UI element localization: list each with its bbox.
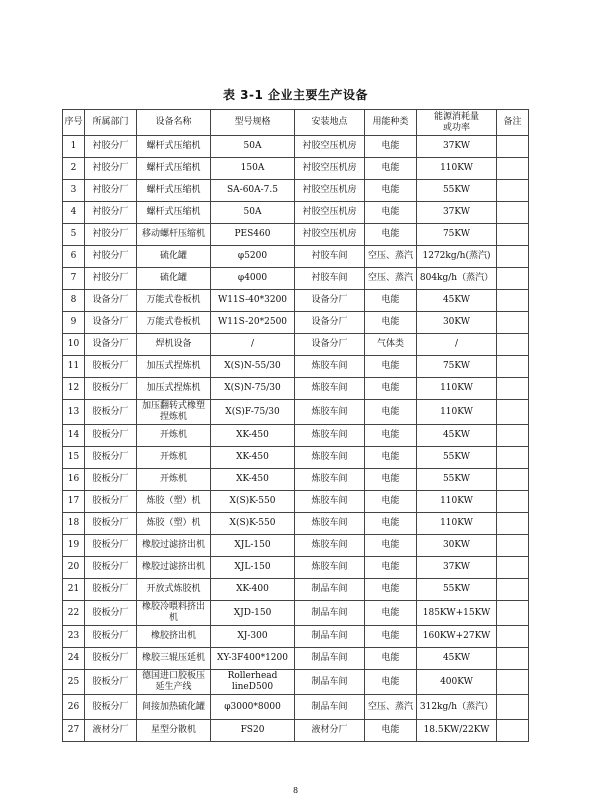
table-cell: 17 xyxy=(63,491,85,513)
table-cell: W11S-20*2500 xyxy=(211,312,295,334)
table-row xyxy=(63,491,529,513)
table-cell: 37KW xyxy=(417,136,497,158)
table-cell: 75KW xyxy=(417,224,497,246)
table-cell: 设备分厂 xyxy=(295,312,365,334)
table-row xyxy=(63,626,529,648)
table-cell: 14 xyxy=(63,425,85,447)
table-cell: 制品车间 xyxy=(295,695,365,720)
table-cell: 制品车间 xyxy=(295,579,365,601)
table-cell: 胶板分厂 xyxy=(85,648,137,670)
table-cell: 衬胶空压机房 xyxy=(295,136,365,158)
table-cell: 24 xyxy=(63,648,85,670)
table-cell: 21 xyxy=(63,579,85,601)
table-cell xyxy=(497,670,529,695)
table-cell: 110KW xyxy=(417,400,497,425)
table-row xyxy=(63,158,529,180)
table-cell: XJL-150 xyxy=(211,535,295,557)
table-cell: 炼胶车间 xyxy=(295,469,365,491)
table-cell: 制品车间 xyxy=(295,648,365,670)
table-row xyxy=(63,202,529,224)
table-cell: 衬胶分厂 xyxy=(85,224,137,246)
table-cell: 312kg/h（蒸汽） xyxy=(417,695,497,720)
table-cell xyxy=(497,557,529,579)
table-row xyxy=(63,670,529,695)
table-cell: 德国进口胶板压延生产线 xyxy=(137,670,211,695)
table-cell xyxy=(497,356,529,378)
table-cell: 橡胶过滤挤出机 xyxy=(137,557,211,579)
table-cell: 电能 xyxy=(365,670,417,695)
table-cell: X(S)K-550 xyxy=(211,491,295,513)
table-row xyxy=(63,400,529,425)
table-cell: 空压、蒸汽 xyxy=(365,695,417,720)
table-cell: 110KW xyxy=(417,513,497,535)
table-cell: 螺杆式压缩机 xyxy=(137,202,211,224)
table-cell: 1 xyxy=(63,136,85,158)
table-cell: φ3000*8000 xyxy=(211,695,295,720)
table-cell: XJL-150 xyxy=(211,557,295,579)
table-cell: 胶板分厂 xyxy=(85,425,137,447)
table-cell: 12 xyxy=(63,378,85,400)
table-cell xyxy=(497,268,529,290)
table-cell: 55KW xyxy=(417,469,497,491)
table-cell: 电能 xyxy=(365,290,417,312)
table-cell: 炼胶车间 xyxy=(295,491,365,513)
table-cell: 7 xyxy=(63,268,85,290)
table-cell xyxy=(497,626,529,648)
table-cell: 电能 xyxy=(365,513,417,535)
table-cell: 电能 xyxy=(365,312,417,334)
table-cell: 23 xyxy=(63,626,85,648)
table-cell: 衬胶分厂 xyxy=(85,180,137,202)
table-cell: 胶板分厂 xyxy=(85,469,137,491)
table-cell: 设备分厂 xyxy=(85,312,137,334)
table-cell: XK-450 xyxy=(211,425,295,447)
table-cell: 电能 xyxy=(365,202,417,224)
table-cell: 炼胶车间 xyxy=(295,378,365,400)
table-cell: 橡胶挤出机 xyxy=(137,626,211,648)
table-cell xyxy=(497,648,529,670)
table-cell: 电能 xyxy=(365,425,417,447)
table-cell: 万能式卷板机 xyxy=(137,290,211,312)
table-cell: 衬胶空压机房 xyxy=(295,158,365,180)
table-cell: / xyxy=(211,334,295,356)
table-cell: 电能 xyxy=(365,356,417,378)
table-cell: 胶板分厂 xyxy=(85,601,137,626)
table-cell: 液材分厂 xyxy=(85,720,137,742)
table-cell: 110KW xyxy=(417,491,497,513)
table-cell: XK-450 xyxy=(211,469,295,491)
table-cell: / xyxy=(417,334,497,356)
table-cell: 气体类 xyxy=(365,334,417,356)
table-cell: 炼胶车间 xyxy=(295,513,365,535)
header-cell: 备注 xyxy=(497,110,529,136)
table-row xyxy=(63,447,529,469)
table-cell: 衬胶分厂 xyxy=(85,136,137,158)
table-cell: 185KW+15KW xyxy=(417,601,497,626)
table-cell: 电能 xyxy=(365,648,417,670)
table-cell: 胶板分厂 xyxy=(85,513,137,535)
table-row xyxy=(63,290,529,312)
table-cell xyxy=(497,400,529,425)
table-cell: 衬胶空压机房 xyxy=(295,202,365,224)
table-cell: 22 xyxy=(63,601,85,626)
table-cell: φ5200 xyxy=(211,246,295,268)
table-cell: 衬胶分厂 xyxy=(85,202,137,224)
table-cell: 37KW xyxy=(417,557,497,579)
table-cell: 焊机设备 xyxy=(137,334,211,356)
table-cell: 电能 xyxy=(365,158,417,180)
table-cell: 25 xyxy=(63,670,85,695)
table-cell: 硫化罐 xyxy=(137,246,211,268)
table-row xyxy=(63,695,529,720)
table-cell: 橡胶冷喂料挤出机 xyxy=(137,601,211,626)
table-cell: 1272kg/h(蒸汽) xyxy=(417,246,497,268)
table-cell xyxy=(497,513,529,535)
table-cell: 电能 xyxy=(365,224,417,246)
table-row xyxy=(63,601,529,626)
table-row xyxy=(63,378,529,400)
table-row xyxy=(63,180,529,202)
table-cell: W11S-40*3200 xyxy=(211,290,295,312)
table-cell: 移动螺杆压缩机 xyxy=(137,224,211,246)
table-cell: 16 xyxy=(63,469,85,491)
table-cell: 设备分厂 xyxy=(85,334,137,356)
table-cell: X(S)N-55/30 xyxy=(211,356,295,378)
table-cell: 加压式捏炼机 xyxy=(137,356,211,378)
table-cell: 6 xyxy=(63,246,85,268)
table-cell: 螺杆式压缩机 xyxy=(137,180,211,202)
table-row xyxy=(63,557,529,579)
table-cell: 开炼机 xyxy=(137,425,211,447)
table-cell: 胶板分厂 xyxy=(85,356,137,378)
table-cell: 电能 xyxy=(365,400,417,425)
table-cell: 55KW xyxy=(417,447,497,469)
table-cell: 400KW xyxy=(417,670,497,695)
header-row xyxy=(63,110,529,136)
table-cell: 硫化罐 xyxy=(137,268,211,290)
table-cell: 胶板分厂 xyxy=(85,535,137,557)
table-cell: Rollerhead lineD500 xyxy=(211,670,295,695)
page-number: 8 xyxy=(292,786,299,795)
table-cell: 炼胶（塑）机 xyxy=(137,491,211,513)
table-cell: 电能 xyxy=(365,180,417,202)
table-cell: 胶板分厂 xyxy=(85,491,137,513)
table-cell: 衬胶车间 xyxy=(295,268,365,290)
table-cell: 衬胶空压机房 xyxy=(295,180,365,202)
table-cell: 炼胶（塑）机 xyxy=(137,513,211,535)
table-cell: 制品车间 xyxy=(295,601,365,626)
table-cell xyxy=(497,224,529,246)
table-cell: 55KW xyxy=(417,180,497,202)
table-cell: 衬胶空压机房 xyxy=(295,224,365,246)
table-cell: 空压、蒸汽 xyxy=(365,246,417,268)
table-cell: 110KW xyxy=(417,158,497,180)
table-cell: 胶板分厂 xyxy=(85,400,137,425)
table-cell: 75KW xyxy=(417,356,497,378)
table-cell xyxy=(497,720,529,742)
table-cell: 3 xyxy=(63,180,85,202)
table-cell: X(S)K-550 xyxy=(211,513,295,535)
table-cell: 30KW xyxy=(417,312,497,334)
table-cell: 电能 xyxy=(365,626,417,648)
table-cell xyxy=(497,425,529,447)
table-cell xyxy=(497,246,529,268)
table-row xyxy=(63,579,529,601)
table-cell: 炼胶车间 xyxy=(295,447,365,469)
table-cell: 加压式捏炼机 xyxy=(137,378,211,400)
table-cell: 804kg/h（蒸汽） xyxy=(417,268,497,290)
table-row xyxy=(63,268,529,290)
table-cell: 胶板分厂 xyxy=(85,695,137,720)
table-cell: XJ-300 xyxy=(211,626,295,648)
table-cell xyxy=(497,158,529,180)
table-cell: 110KW xyxy=(417,378,497,400)
table-cell: 衬胶车间 xyxy=(295,246,365,268)
table-cell: 胶板分厂 xyxy=(85,626,137,648)
table-row xyxy=(63,334,529,356)
table-cell: 螺杆式压缩机 xyxy=(137,136,211,158)
table-cell: 橡胶三辊压延机 xyxy=(137,648,211,670)
table-cell: 开放式炼胶机 xyxy=(137,579,211,601)
table-cell: SA-60A-7.5 xyxy=(211,180,295,202)
table-cell: 开炼机 xyxy=(137,469,211,491)
table-row xyxy=(63,469,529,491)
table-cell: 45KW xyxy=(417,648,497,670)
table-cell xyxy=(497,312,529,334)
table-cell: 炼胶车间 xyxy=(295,425,365,447)
table-cell: 设备分厂 xyxy=(85,290,137,312)
table-row xyxy=(63,246,529,268)
table-cell: 电能 xyxy=(365,535,417,557)
table-cell: 间接加热硫化罐 xyxy=(137,695,211,720)
table-cell: 55KW xyxy=(417,579,497,601)
table-cell xyxy=(497,180,529,202)
table-cell: 5 xyxy=(63,224,85,246)
table-cell: 开炼机 xyxy=(137,447,211,469)
header-cell: 所属部门 xyxy=(85,110,137,136)
table-cell: 50A xyxy=(211,136,295,158)
table-row xyxy=(63,356,529,378)
table-cell xyxy=(497,469,529,491)
table-cell: 2 xyxy=(63,158,85,180)
table-cell xyxy=(497,290,529,312)
table-cell: 胶板分厂 xyxy=(85,557,137,579)
table-cell: 45KW xyxy=(417,290,497,312)
table-cell: 炼胶车间 xyxy=(295,356,365,378)
table-cell: 19 xyxy=(63,535,85,557)
table-cell: X(S)N-75/30 xyxy=(211,378,295,400)
table-cell: XK-450 xyxy=(211,447,295,469)
table-cell xyxy=(497,535,529,557)
table-cell: 18.5KW/22KW xyxy=(417,720,497,742)
table-cell: 制品车间 xyxy=(295,626,365,648)
table-cell: 橡胶过滤挤出机 xyxy=(137,535,211,557)
table-title: 表 3-1 企业主要生产设备 xyxy=(222,88,369,102)
table-cell xyxy=(497,491,529,513)
table-cell: 胶板分厂 xyxy=(85,447,137,469)
table-cell: XJD-150 xyxy=(211,601,295,626)
header-cell: 型号规格 xyxy=(211,110,295,136)
header-cell: 能源消耗量 或功率 xyxy=(417,110,497,136)
table-row xyxy=(63,425,529,447)
table-cell: 8 xyxy=(63,290,85,312)
table-row xyxy=(63,513,529,535)
table-cell: 炼胶车间 xyxy=(295,557,365,579)
table-cell: 9 xyxy=(63,312,85,334)
table-cell: 15 xyxy=(63,447,85,469)
table-cell: 13 xyxy=(63,400,85,425)
table-cell: 26 xyxy=(63,695,85,720)
table-cell: PES460 xyxy=(211,224,295,246)
table-cell: 电能 xyxy=(365,601,417,626)
table-cell: 设备分厂 xyxy=(295,334,365,356)
table-cell: 18 xyxy=(63,513,85,535)
table-cell xyxy=(497,378,529,400)
table-cell: 11 xyxy=(63,356,85,378)
table-cell: 炼胶车间 xyxy=(295,535,365,557)
table-row xyxy=(63,312,529,334)
table-row xyxy=(63,535,529,557)
table-cell: X(S)F-75/30 xyxy=(211,400,295,425)
table-cell: 胶板分厂 xyxy=(85,579,137,601)
table-cell: 电能 xyxy=(365,378,417,400)
table-cell: 45KW xyxy=(417,425,497,447)
table-cell: 37KW xyxy=(417,202,497,224)
table-cell: 电能 xyxy=(365,491,417,513)
equipment-table xyxy=(62,109,529,742)
table-cell xyxy=(497,202,529,224)
table-cell: 炼胶车间 xyxy=(295,400,365,425)
table-row xyxy=(63,720,529,742)
table-cell: 星型分散机 xyxy=(137,720,211,742)
header-cell: 序号 xyxy=(63,110,85,136)
table-cell: 设备分厂 xyxy=(295,290,365,312)
table-cell: 电能 xyxy=(365,447,417,469)
table-cell xyxy=(497,601,529,626)
table-cell: 电能 xyxy=(365,557,417,579)
table-cell xyxy=(497,447,529,469)
table-cell: XK-400 xyxy=(211,579,295,601)
table-cell xyxy=(497,334,529,356)
table-cell: 10 xyxy=(63,334,85,356)
table-cell: 电能 xyxy=(365,720,417,742)
table-cell: 胶板分厂 xyxy=(85,670,137,695)
table-cell: 4 xyxy=(63,202,85,224)
table-cell: 制品车间 xyxy=(295,670,365,695)
header-cell: 安装地点 xyxy=(295,110,365,136)
table-cell: 衬胶分厂 xyxy=(85,246,137,268)
table-cell: FS20 xyxy=(211,720,295,742)
table-cell: 衬胶分厂 xyxy=(85,268,137,290)
table-cell: 27 xyxy=(63,720,85,742)
table-cell: 加压翻转式橡塑捏炼机 xyxy=(137,400,211,425)
table-cell: 50A xyxy=(211,202,295,224)
table-cell: 150A xyxy=(211,158,295,180)
table-cell: 万能式卷板机 xyxy=(137,312,211,334)
table-cell: 空压、蒸汽 xyxy=(365,268,417,290)
table-row xyxy=(63,224,529,246)
table-cell: XY-3F400*1200 xyxy=(211,648,295,670)
table-cell: 衬胶分厂 xyxy=(85,158,137,180)
table-cell: 20 xyxy=(63,557,85,579)
table-row xyxy=(63,136,529,158)
table-cell: 液材分厂 xyxy=(295,720,365,742)
table-cell: 电能 xyxy=(365,136,417,158)
table-cell: 160KW+27KW xyxy=(417,626,497,648)
table-cell: 电能 xyxy=(365,579,417,601)
table-cell: φ4000 xyxy=(211,268,295,290)
header-cell: 设备名称 xyxy=(137,110,211,136)
table-cell: 30KW xyxy=(417,535,497,557)
header-cell: 用能种类 xyxy=(365,110,417,136)
table-cell: 胶板分厂 xyxy=(85,378,137,400)
table-cell xyxy=(497,136,529,158)
table-cell xyxy=(497,695,529,720)
table-cell: 螺杆式压缩机 xyxy=(137,158,211,180)
table-cell: 电能 xyxy=(365,469,417,491)
table-cell xyxy=(497,579,529,601)
table-row xyxy=(63,648,529,670)
